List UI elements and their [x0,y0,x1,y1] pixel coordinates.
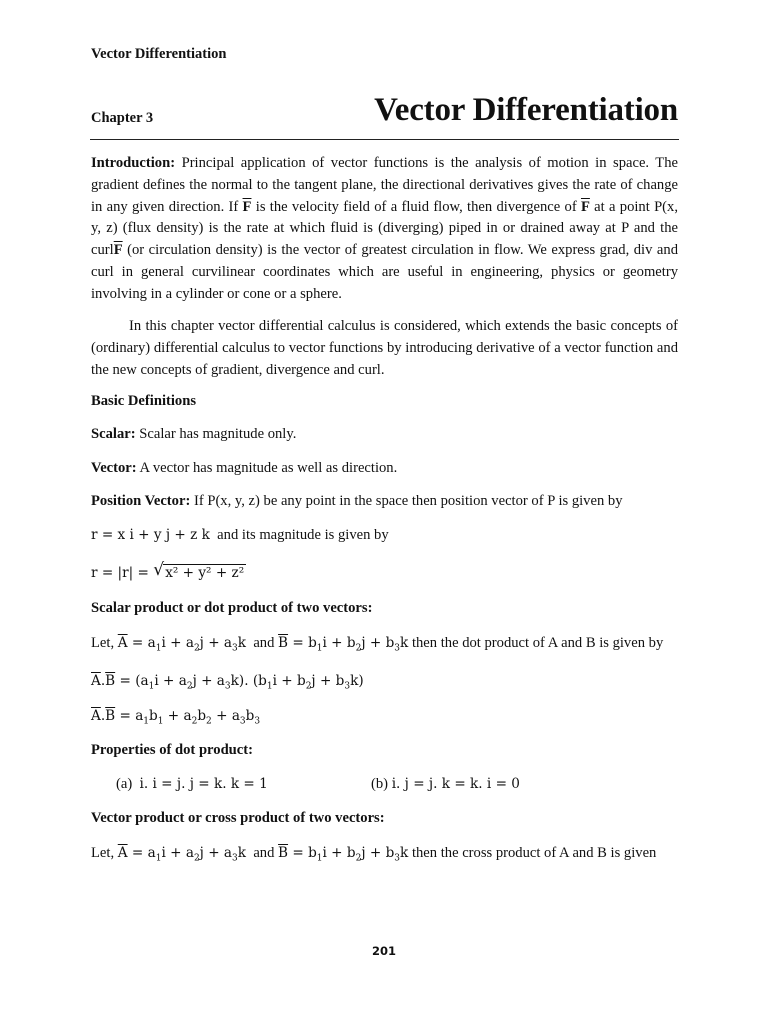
vector-text: A vector has magnitude as well as direction. [136,460,398,476]
cross-product-definition [91,843,656,863]
vector-b-expression: $\overline{B} = b_1i + b_2j + b_3k$ [278,845,409,864]
dot-product-definition [91,633,663,653]
basic-definitions-heading: Basic Definitions [91,393,196,409]
vector-f-symbol: $\overline{F}$ [113,242,123,259]
magnitude-intro-text: and its magnitude is given by [217,527,389,543]
position-vector-formula: r = x i + y j + z k [91,527,210,543]
dot-property-a: (a) i. i = j. j = k. k = 1 [116,776,268,792]
position-vector-equation [91,525,389,545]
intro-text-1: Principal application of vector functions is the analysis of motion in space. The gradient defines the normal to the tangent plane, the directional derivatives gives the rate of change in any given direction. If [91,155,678,215]
square-root-radicand: x² + y² + z² [165,565,245,581]
magnitude-lhs: r = |r| = [91,565,154,581]
dot-properties-heading: Properties of dot product: [91,742,253,758]
scalar-text: Scalar has magnitude only. [135,426,297,442]
vector-definition [91,458,397,478]
scalar-label: Scalar: [91,426,136,442]
chapter-title: Vector Differentiation [374,92,678,128]
dot-product-suffix: then the dot product of A and B is given by [411,635,664,651]
intro-text-2: is the velocity field of a fluid flow, then divergence of [251,198,581,215]
introduction-label: Introduction: [91,155,176,171]
dot-property-b: (b) i. j = j. k = k. i = 0 [371,776,520,792]
position-vector-text: If P(x, y, z) be any point in the space then position vector of P is given by [190,493,623,509]
vector-a-expression: $\overline{A} = a_1i + a_2j + a_3k$ [117,635,247,654]
introduction-paragraph [91,153,678,306]
let-text: Let, [91,635,118,651]
page-number: 201 [371,944,396,958]
title-divider [90,139,679,140]
dot-product-result: $\overline{A}.\overline{B} = a_1b_1 + a_2b_2 + a_3b_3$ [91,708,261,727]
dot-product-expansion: $\overline{A}.\overline{B} = (a_1i + a_2j + a_3k)$. $(b_1i + b_2j + b_3k)$ [91,673,364,692]
vector-label: Vector: [91,460,137,476]
and-text: and [253,845,275,861]
vector-a-expression: $\overline{A} = a_1i + a_2j + a_3k$ [117,845,247,864]
chapter-scope-paragraph: In this chapter vector differential calculus is considered, which extends the basic concepts of (ordinary) differential calculus to vector functions by introducing derivative of a vector function and the new concepts of gradient, divergence and curl. [91,318,678,378]
square-root-expression [153,560,246,583]
running-header: Vector Differentiation [91,46,227,62]
cross-product-heading: Vector product or cross product of two vectors: [91,810,385,826]
position-vector-label: Position Vector: [91,493,191,509]
vector-f-symbol: $\overline{F}$ [242,198,252,215]
chapter-label: Chapter 3 [91,110,154,126]
let-text: Let, [91,845,118,861]
magnitude-equation [91,560,246,583]
dot-product-heading: Scalar product or dot product of two vectors: [91,600,373,616]
position-vector-definition [91,491,623,511]
and-text: and [253,635,275,651]
vector-b-expression: $\overline{B} = b_1i + b_2j + b_3k$ [278,635,409,654]
intro-text-4: (or circulation density) is the vector of greatest circulation in flow. We express grad, div and curl in general curvilinear coordinates which are useful in engineering, physics or geometry involving in a cylinder or cone or a sphere. [91,242,678,302]
square-root-icon: √ [153,560,165,580]
scalar-definition [91,424,296,444]
intro-text-3: at a point P(x, y, z) (flux density) is the rate at which fluid is (diverging) piped in or drained away at P and the curl [91,198,678,259]
vector-f-symbol: $\overline{F}$ [580,198,590,215]
cross-product-suffix: then the cross product of A and B is given [411,845,657,861]
